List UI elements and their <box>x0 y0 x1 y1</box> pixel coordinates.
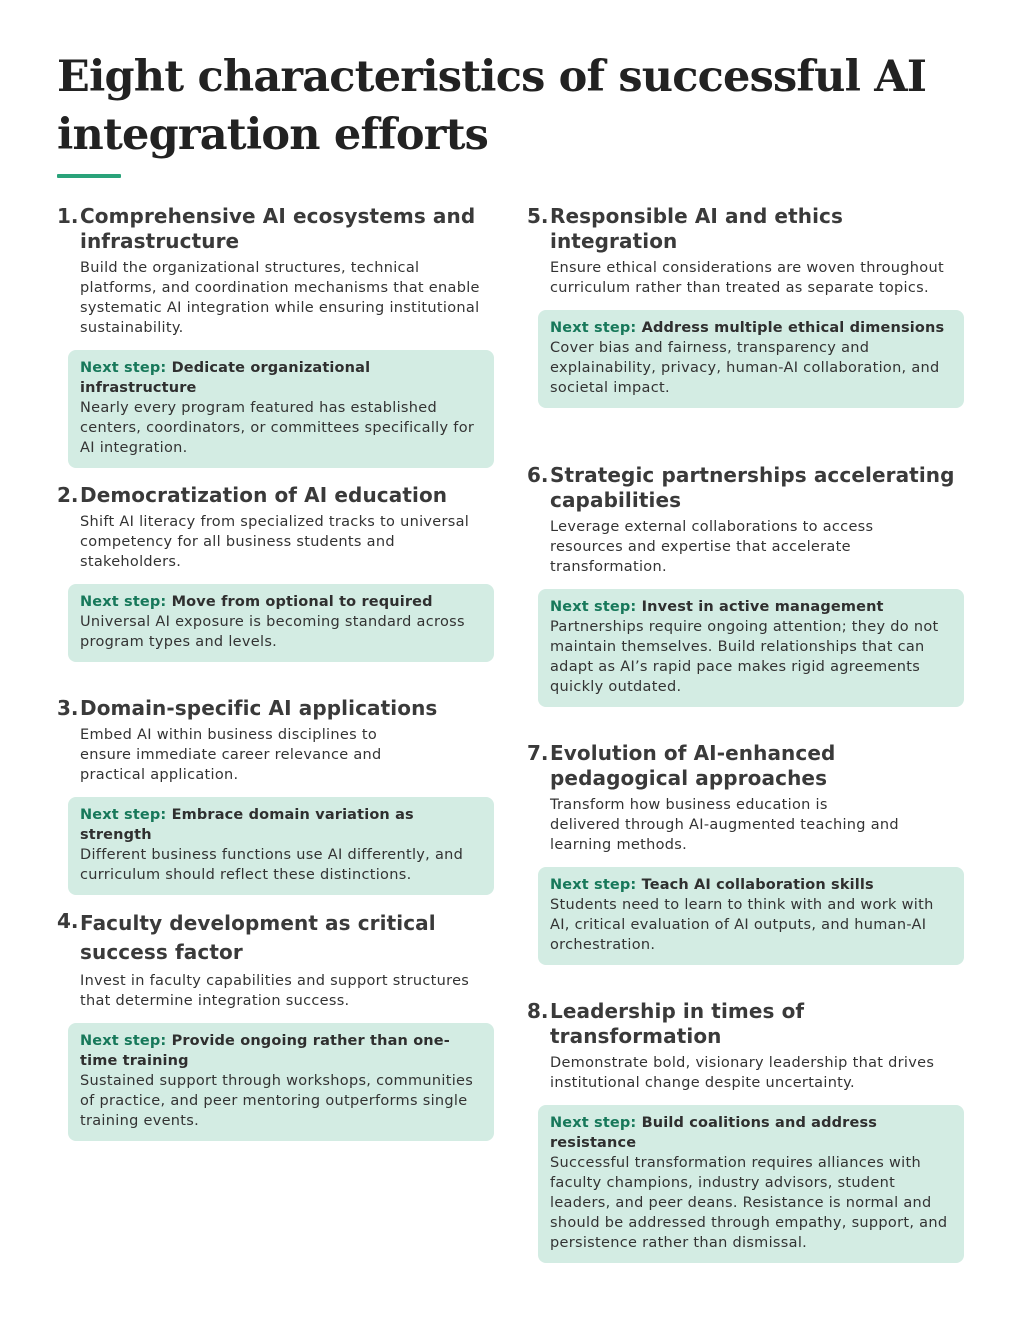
item-description: Leverage external collaborations to access resources and expertise that accelerate transformation. <box>550 519 874 575</box>
item-heading: Comprehensive AI ecosystems and infrastructure <box>80 204 476 253</box>
next-step-title: Move from optional to required <box>171 594 433 610</box>
item-description: Demonstrate bold, visionary leadership that drives institutional change despite uncertainty. <box>550 1055 935 1091</box>
item-description: Ensure ethical considerations are woven throughout curriculum rather than treated as separate topics. <box>550 260 944 296</box>
next-step-callout <box>538 310 964 408</box>
next-step-prefix: Next step: <box>550 877 637 893</box>
item-number: 1. <box>57 204 79 228</box>
next-step-prefix: Next step: <box>80 360 167 376</box>
next-step-prefix: Next step: <box>550 599 637 615</box>
next-step-callout <box>538 867 964 965</box>
next-step-title: Build coalitions and address resistance <box>550 1115 878 1151</box>
next-step-title: Teach AI collaboration skills <box>641 877 874 893</box>
item-description: Transform how business education is delivered through AI-augmented teaching and learning methods. <box>550 797 899 853</box>
item-description: Build the organizational structures, technical platforms, and coordination mechanisms that enable systematic AI integration while ensuring institutional sustainability. <box>80 260 480 336</box>
next-step-title: Embrace domain variation as strength <box>80 807 414 843</box>
next-step-body: Cover bias and fairness, transparency and explainability, privacy, human-AI collaboration, and societal impact. <box>550 340 940 396</box>
next-step-body: Different business functions use AI differently, and curriculum should reflect these distinctions. <box>80 847 464 883</box>
next-step-heading <box>80 592 484 612</box>
characteristic-3 <box>57 696 487 895</box>
next-step-body: Nearly every program featured has established centers, coordinators, or committees specifically for AI integration. <box>80 400 475 456</box>
next-step-heading <box>550 318 954 338</box>
next-step-body: Sustained support through workshops, communities of practice, and peer mentoring outperforms single training events. <box>80 1073 474 1129</box>
next-step-heading <box>80 805 484 845</box>
characteristic-5 <box>527 204 957 408</box>
next-step-callout <box>538 1105 964 1263</box>
item-heading: Faculty development as critical success factor <box>80 911 436 964</box>
next-step-prefix: Next step: <box>80 594 167 610</box>
next-step-prefix: Next step: <box>550 1115 637 1131</box>
next-step-heading <box>80 1031 484 1071</box>
next-step-body: Universal AI exposure is becoming standard across program types and levels. <box>80 614 465 650</box>
next-step-prefix: Next step: <box>550 320 637 336</box>
next-step-callout <box>68 584 494 662</box>
item-heading: Responsible AI and ethics integration <box>550 204 843 253</box>
next-step-callout <box>68 1023 494 1141</box>
item-number: 7. <box>527 741 549 765</box>
characteristic-6 <box>527 463 957 707</box>
item-heading: Leadership in times of transformation <box>550 999 805 1048</box>
next-step-callout <box>68 797 494 895</box>
next-step-title: Provide ongoing rather than one-time training <box>80 1033 450 1069</box>
next-step-heading <box>550 875 954 895</box>
item-number: 5. <box>527 204 549 228</box>
item-description: Shift AI literacy from specialized tracks to universal competency for all business students and stakeholders. <box>80 514 470 570</box>
page-title: Eight characteristics of successful AI integration efforts <box>57 52 927 160</box>
item-number: 2. <box>57 483 79 507</box>
next-step-title: Invest in active management <box>641 599 884 615</box>
next-step-title: Dedicate organizational infrastructure <box>80 360 371 396</box>
next-step-heading <box>550 1113 954 1153</box>
characteristic-1 <box>57 204 487 468</box>
item-number: 6. <box>527 463 549 487</box>
item-description: Embed AI within business disciplines to ensure immediate career relevance and practical application. <box>80 727 382 783</box>
next-step-heading <box>80 358 484 398</box>
next-step-heading <box>550 597 954 617</box>
next-step-prefix: Next step: <box>80 1033 167 1049</box>
item-number: 4. <box>57 909 79 933</box>
next-step-prefix: Next step: <box>80 807 167 823</box>
characteristic-2 <box>57 483 487 662</box>
title-accent-rule <box>57 174 121 178</box>
item-heading: Domain-specific AI applications <box>80 696 438 720</box>
item-number: 8. <box>527 999 549 1023</box>
item-heading: Democratization of AI education <box>80 483 448 507</box>
characteristic-4 <box>57 909 487 1141</box>
characteristic-8 <box>527 999 957 1263</box>
next-step-callout <box>538 589 964 707</box>
next-step-body: Partnerships require ongoing attention; they do not maintain themselves. Build relationships that can adapt as AI’s rapid pace makes rigid agreements quickly outdated. <box>550 619 939 695</box>
item-heading: Evolution of AI-enhanced pedagogical approaches <box>550 741 836 790</box>
item-number: 3. <box>57 696 79 720</box>
next-step-callout <box>68 350 494 468</box>
next-step-body: Students need to learn to think with and work with AI, critical evaluation of AI outputs, and human-AI orchestration. <box>550 897 934 953</box>
next-step-body: Successful transformation requires alliances with faculty champions, industry advisors, student leaders, and peer deans. Resistance is normal and should be addressed through empathy, support, and persistence rather than dismissal. <box>550 1155 948 1251</box>
item-heading: Strategic partnerships accelerating capabilities <box>550 463 955 512</box>
characteristic-7 <box>527 741 957 965</box>
item-description: Invest in faculty capabilities and support structures that determine integration success. <box>80 973 470 1009</box>
next-step-title: Address multiple ethical dimensions <box>641 320 945 336</box>
